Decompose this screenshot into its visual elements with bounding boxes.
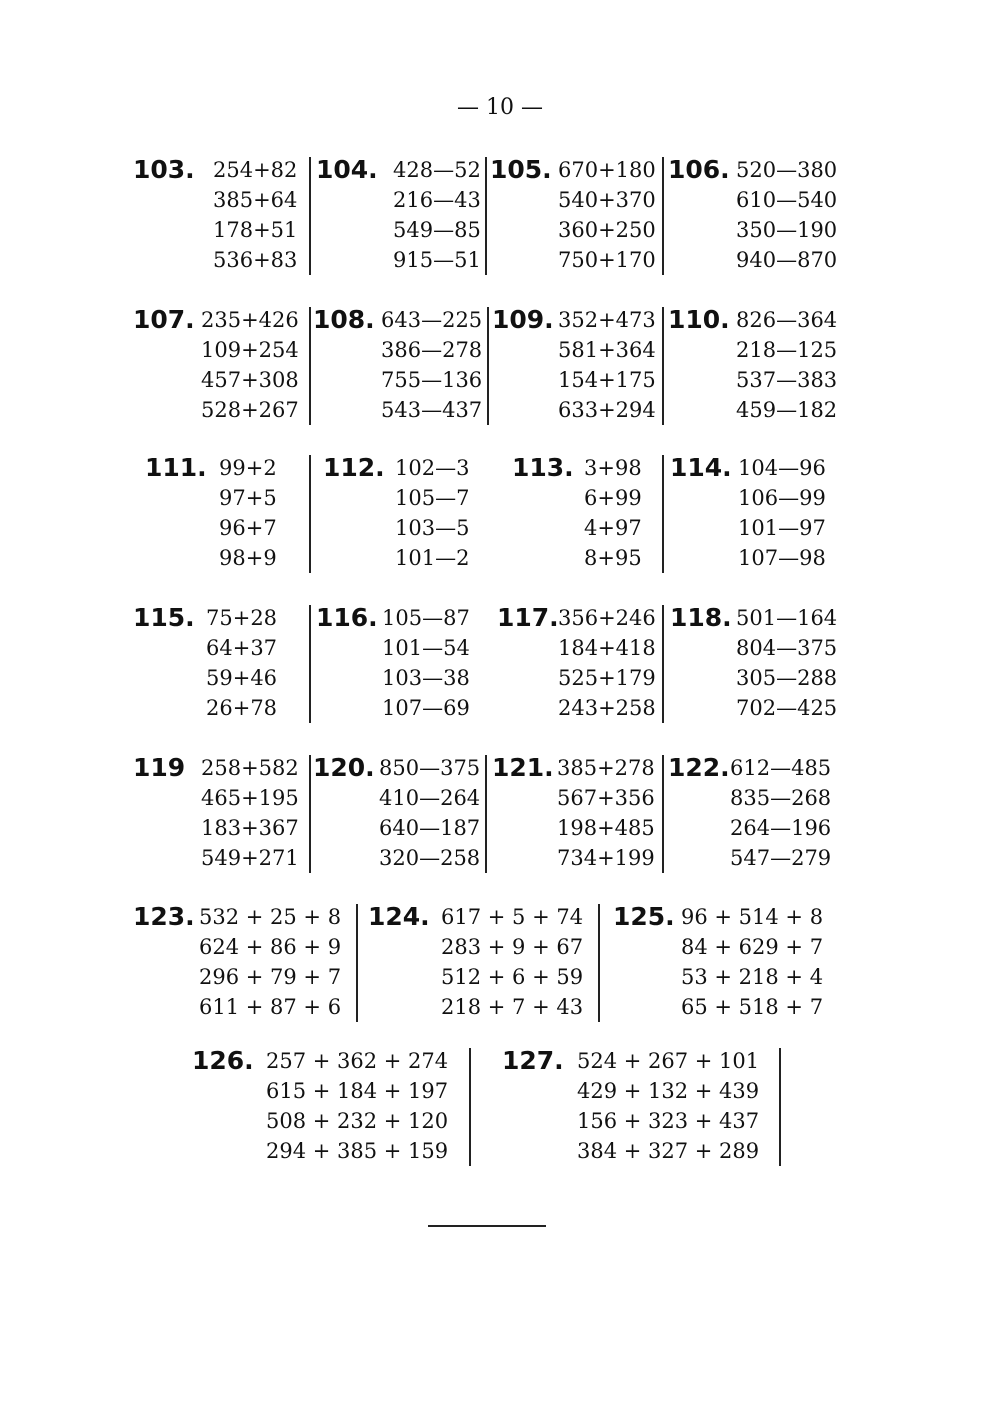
exercise-line: 734+199 <box>557 846 655 870</box>
problem-number: 103. <box>133 155 195 184</box>
exercise-line: 26+78 <box>206 696 278 720</box>
exercise-line: 350—190 <box>736 218 838 242</box>
exercise-line: 105—7 <box>395 486 470 510</box>
exercise-line: 254+82 <box>213 158 298 182</box>
exercise-line: 612—485 <box>730 756 832 780</box>
problem-number: 115. <box>133 603 195 632</box>
column-divider <box>469 1048 471 1166</box>
exercise-line: 826—364 <box>736 308 838 332</box>
exercise-line: 258+582 <box>201 756 299 780</box>
problem-number: 124. <box>368 902 430 931</box>
exercise-list <box>738 453 826 573</box>
column-divider <box>662 157 664 275</box>
problem-number: 127. <box>502 1046 564 1075</box>
exercise-line: 750+170 <box>558 248 656 272</box>
exercise-list <box>558 603 656 723</box>
exercise-list <box>201 753 299 873</box>
exercise-list <box>577 1046 759 1166</box>
column-divider <box>309 157 311 275</box>
exercise-list <box>393 155 481 275</box>
exercise-line: 8+95 <box>584 546 642 570</box>
exercise-line: 352+473 <box>558 308 656 332</box>
exercise-line: 296 + 79 + 7 <box>199 965 342 989</box>
exercise-line: 804—375 <box>736 636 838 660</box>
problem-number: 111. <box>145 453 207 482</box>
problem-number: 125. <box>613 902 675 931</box>
exercise-line: 610—540 <box>736 188 838 212</box>
exercise-line: 525+179 <box>558 666 656 690</box>
exercise-line: 216—43 <box>393 188 481 212</box>
exercise-line: 640—187 <box>379 816 481 840</box>
column-divider <box>309 755 311 873</box>
problem-number: 117. <box>497 603 559 632</box>
exercise-line: 305—288 <box>736 666 838 690</box>
exercise-line: 65 + 518 + 7 <box>681 995 824 1019</box>
exercise-line: 624 + 86 + 9 <box>199 935 342 959</box>
exercise-list <box>219 453 277 573</box>
exercise-list <box>201 305 299 425</box>
exercise-line: 512 + 6 + 59 <box>441 965 584 989</box>
exercise-list <box>736 305 837 425</box>
exercise-line: 103—5 <box>395 516 470 540</box>
column-divider <box>309 605 311 723</box>
exercise-line: 549+271 <box>201 846 299 870</box>
exercise-line: 549—85 <box>393 218 481 242</box>
exercise-list <box>213 155 297 275</box>
exercise-line: 537—383 <box>736 368 838 392</box>
exercise-line: 264—196 <box>730 816 832 840</box>
problem-number: 106. <box>668 155 730 184</box>
exercise-line: 611 + 87 + 6 <box>199 995 342 1019</box>
problem-number: 108. <box>313 305 375 334</box>
exercise-line: 103—38 <box>382 666 470 690</box>
exercise-list <box>558 305 656 425</box>
column-divider <box>662 605 664 723</box>
column-divider <box>485 755 487 873</box>
problem-number: 122. <box>668 753 730 782</box>
exercise-line: 850—375 <box>379 756 481 780</box>
exercise-line: 702—425 <box>736 696 838 720</box>
exercise-line: 218—125 <box>736 338 838 362</box>
exercise-line: 429 + 132 + 439 <box>577 1079 760 1103</box>
exercise-line: 617 + 5 + 74 <box>441 905 584 929</box>
problem-number: 107. <box>133 305 195 334</box>
exercise-line: 75+28 <box>206 606 278 630</box>
exercise-line: 835—268 <box>730 786 832 810</box>
exercise-line: 154+175 <box>558 368 656 392</box>
column-divider <box>487 307 489 425</box>
exercise-line: 96+7 <box>219 516 277 540</box>
exercise-line: 102—3 <box>395 456 470 480</box>
exercise-line: 101—2 <box>395 546 470 570</box>
exercise-line: 540+370 <box>558 188 656 212</box>
exercise-line: 105—87 <box>382 606 470 630</box>
exercise-line: 532 + 25 + 8 <box>199 905 342 929</box>
exercise-list <box>395 453 469 573</box>
exercise-line: 59+46 <box>206 666 278 690</box>
problem-number: 113. <box>512 453 574 482</box>
exercise-line: 643—225 <box>381 308 483 332</box>
exercise-line: 104—96 <box>738 456 826 480</box>
exercise-line: 98+9 <box>219 546 277 570</box>
problem-number: 114. <box>670 453 732 482</box>
column-divider <box>356 904 358 1022</box>
exercise-list <box>199 902 341 1022</box>
exercise-line: 101—54 <box>382 636 470 660</box>
exercise-line: 109+254 <box>201 338 299 362</box>
exercise-line: 4+97 <box>584 516 642 540</box>
exercise-list <box>736 155 837 275</box>
problem-number: 123. <box>133 902 195 931</box>
exercise-line: 459—182 <box>736 398 838 422</box>
exercise-line: 670+180 <box>558 158 656 182</box>
exercise-line: 96 + 514 + 8 <box>681 905 824 929</box>
exercise-line: 457+308 <box>201 368 299 392</box>
closing-rule <box>428 1225 546 1227</box>
exercise-list <box>206 603 277 723</box>
exercise-line: 528+267 <box>201 398 299 422</box>
exercise-line: 428—52 <box>393 158 481 182</box>
exercise-line: 184+418 <box>558 636 656 660</box>
exercise-list <box>736 603 837 723</box>
problem-number: 121. <box>492 753 554 782</box>
exercise-line: 524 + 267 + 101 <box>577 1049 760 1073</box>
exercise-line: 356+246 <box>558 606 656 630</box>
exercise-line: 501—164 <box>736 606 838 630</box>
exercise-line: 107—98 <box>738 546 826 570</box>
exercise-line: 536+83 <box>213 248 298 272</box>
problem-number: 120. <box>313 753 375 782</box>
exercise-line: 755—136 <box>381 368 483 392</box>
column-divider <box>779 1048 781 1166</box>
exercise-line: 410—264 <box>379 786 481 810</box>
exercise-list <box>681 902 823 1022</box>
exercise-line: 633+294 <box>558 398 656 422</box>
exercise-line: 156 + 323 + 437 <box>577 1109 760 1133</box>
exercise-line: 320—258 <box>379 846 481 870</box>
exercise-list <box>266 1046 448 1166</box>
exercise-line: 547—279 <box>730 846 832 870</box>
column-divider <box>309 455 311 573</box>
exercise-line: 257 + 362 + 274 <box>266 1049 449 1073</box>
exercise-list <box>557 753 655 873</box>
exercise-line: 385+278 <box>557 756 655 780</box>
exercise-line: 106—99 <box>738 486 826 510</box>
exercise-line: 97+5 <box>219 486 277 510</box>
column-divider <box>309 307 311 425</box>
exercise-line: 940—870 <box>736 248 838 272</box>
problem-number: 112. <box>323 453 385 482</box>
exercise-list <box>558 155 656 275</box>
column-divider <box>598 904 600 1022</box>
problem-number: 104. <box>316 155 378 184</box>
exercise-line: 53 + 218 + 4 <box>681 965 824 989</box>
exercise-list <box>379 753 480 873</box>
exercise-line: 386—278 <box>381 338 483 362</box>
exercise-line: 520—380 <box>736 158 838 182</box>
exercise-line: 385+64 <box>213 188 298 212</box>
exercise-line: 107—69 <box>382 696 470 720</box>
exercise-line: 508 + 232 + 120 <box>266 1109 449 1133</box>
exercise-line: 64+37 <box>206 636 278 660</box>
exercise-line: 183+367 <box>201 816 299 840</box>
exercise-line: 101—97 <box>738 516 826 540</box>
exercise-line: 84 + 629 + 7 <box>681 935 824 959</box>
exercise-list <box>441 902 583 1022</box>
problem-number: 105. <box>490 155 552 184</box>
exercise-line: 384 + 327 + 289 <box>577 1139 760 1163</box>
exercise-line: 915—51 <box>393 248 481 272</box>
column-divider <box>485 157 487 275</box>
exercise-list <box>382 603 470 723</box>
exercise-list <box>730 753 831 873</box>
exercise-line: 3+98 <box>584 456 642 480</box>
exercise-line: 465+195 <box>201 786 299 810</box>
column-divider <box>662 455 664 573</box>
exercise-line: 283 + 9 + 67 <box>441 935 584 959</box>
problem-number: 116. <box>316 603 378 632</box>
column-divider <box>662 307 664 425</box>
problem-number: 109. <box>492 305 554 334</box>
exercise-list <box>584 453 642 573</box>
problem-number: 110. <box>668 305 730 334</box>
column-divider <box>662 755 664 873</box>
page-number: — 10 — <box>457 95 543 120</box>
exercise-line: 6+99 <box>584 486 642 510</box>
exercise-line: 243+258 <box>558 696 656 720</box>
exercise-line: 294 + 385 + 159 <box>266 1139 449 1163</box>
exercise-line: 567+356 <box>557 786 655 810</box>
exercise-line: 543—437 <box>381 398 483 422</box>
exercise-line: 581+364 <box>558 338 656 362</box>
problem-number: 126. <box>192 1046 254 1075</box>
exercise-line: 99+2 <box>219 456 277 480</box>
exercise-list <box>381 305 482 425</box>
exercise-line: 360+250 <box>558 218 656 242</box>
exercise-line: 218 + 7 + 43 <box>441 995 584 1019</box>
problem-number: 118. <box>670 603 732 632</box>
exercise-line: 235+426 <box>201 308 299 332</box>
exercise-line: 198+485 <box>557 816 655 840</box>
exercise-line: 615 + 184 + 197 <box>266 1079 449 1103</box>
exercise-line: 178+51 <box>213 218 298 242</box>
problem-number: 119 <box>133 753 186 782</box>
